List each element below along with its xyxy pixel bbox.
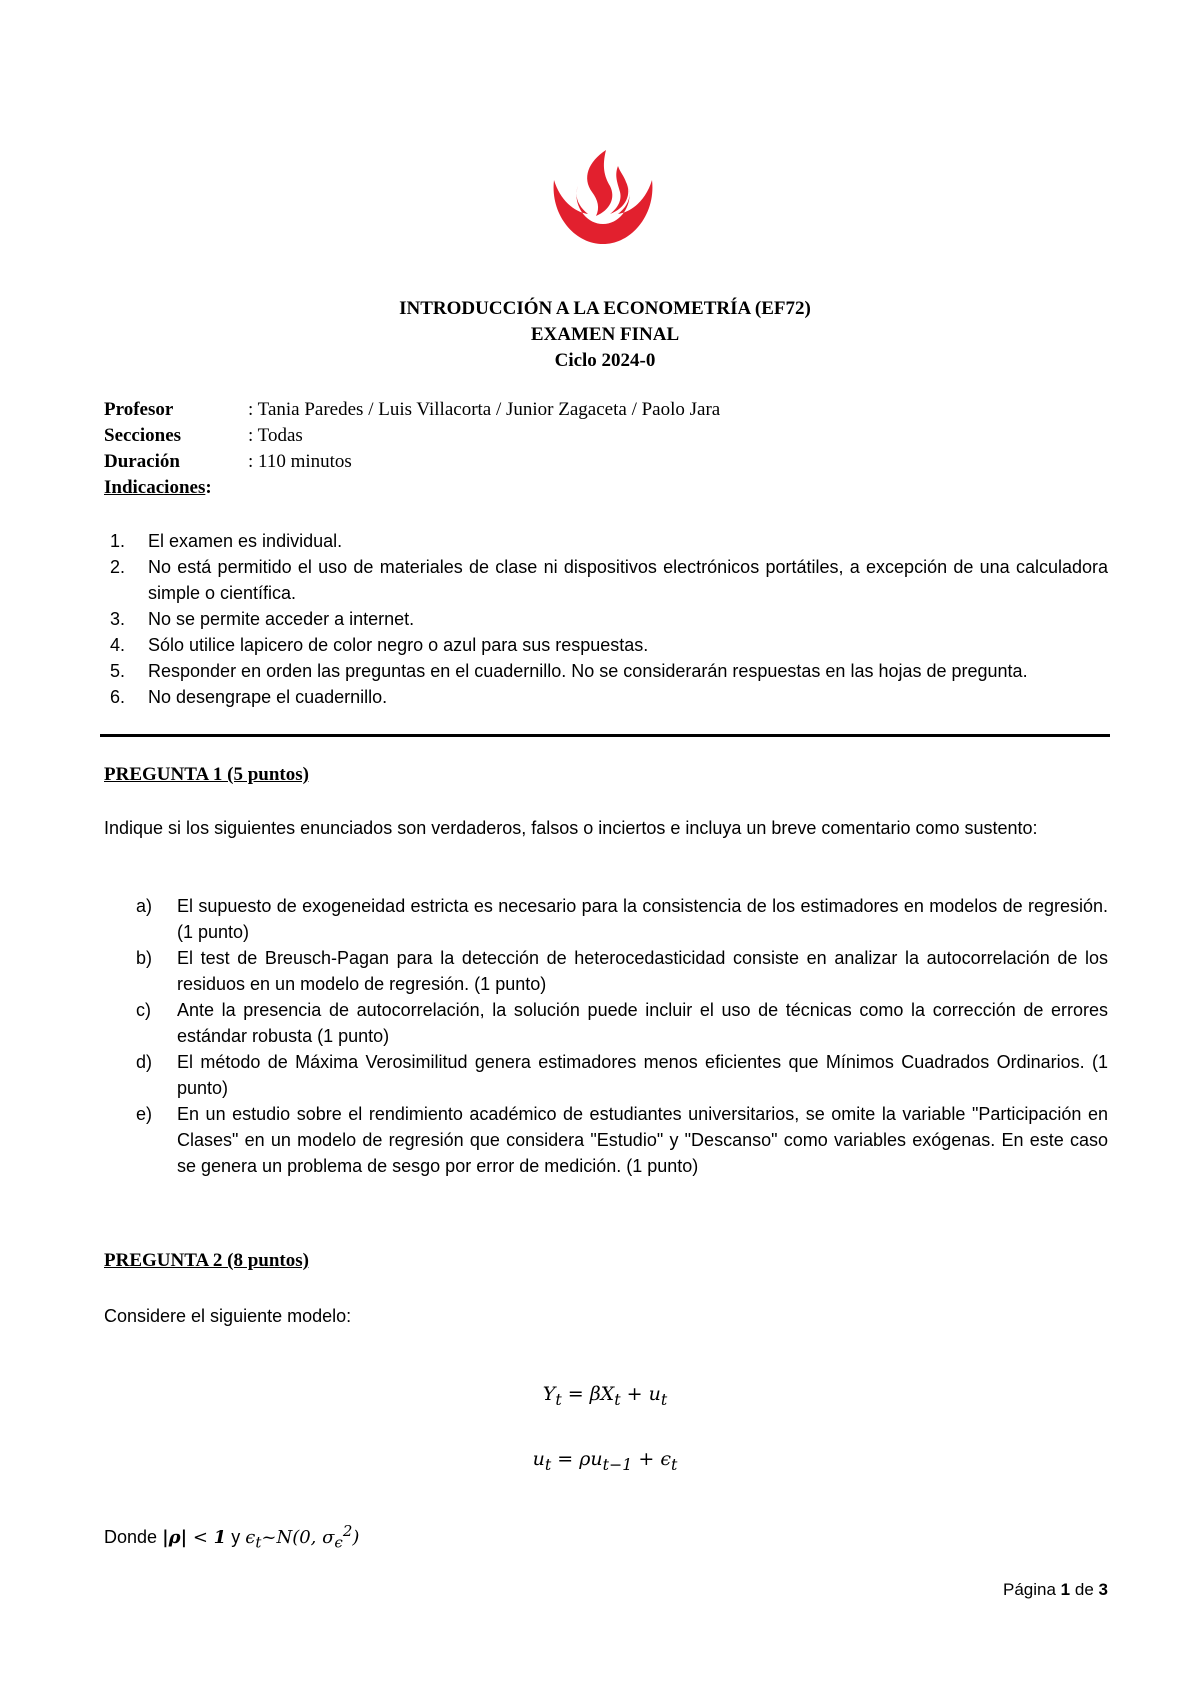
item-text: El test de Breusch-Pagan para la detección de heterocedasticidad consiste en analizar la autocorrelación de los residuos en un modelo de regresión. (1 punto) (177, 948, 1108, 994)
list-item (104, 528, 1108, 554)
item-label: e) (136, 1104, 153, 1124)
indicaciones-colon: : (205, 477, 212, 498)
donde-condition (104, 1522, 359, 1552)
rules-list (104, 528, 1108, 710)
item-label: b) (136, 948, 153, 968)
exam-title-block (0, 296, 1200, 374)
list-item (136, 1049, 1108, 1101)
rule-text: No se permite acceder a internet. (148, 609, 415, 629)
secciones-row (104, 423, 720, 449)
list-item (136, 945, 1108, 997)
section-divider (100, 734, 1110, 737)
list-item (104, 684, 1108, 710)
secciones-value: : Todas (248, 425, 303, 446)
exam-title: EXAMEN FINAL (530, 324, 680, 345)
question-1-intro: Indique si los siguientes enunciados son verdaderos, falsos o inciertos e incluya un breve comentario como sustento: (104, 818, 1038, 838)
profesor-row (104, 397, 720, 423)
total-pages: 3 (1098, 1580, 1108, 1599)
list-item (136, 997, 1108, 1049)
duracion-value: : 110 minutos (248, 451, 352, 472)
rule-text: No desengrape el cuadernillo. (148, 687, 388, 707)
list-item (104, 632, 1108, 658)
university-logo (548, 148, 658, 248)
cycle-title: Ciclo 2024-0 (554, 350, 656, 371)
de-word: de (1074, 1580, 1094, 1599)
item-text: El supuesto de exogeneidad estricta es necesario para la consistencia de los estimadores en modelos de regresión. (1 punto) (177, 896, 1108, 942)
rule-number: 2. (110, 557, 126, 577)
list-item (104, 554, 1108, 606)
equation-error: $u_t = \rho u_{t-1} + \epsilon_t$ (532, 1448, 678, 1474)
list-item (136, 893, 1108, 945)
page-word: Página (1003, 1580, 1056, 1599)
rule-text: No está permitido el uso de materiales de clase ni dispositivos electrónicos portátiles, a excepción de una calculadora simple o científica. (148, 557, 1108, 603)
list-item (104, 658, 1108, 684)
item-label: d) (136, 1052, 153, 1072)
rule-text: Responder en orden las preguntas en el cuadernillo. No se considerarán respuestas en las hojas de pregunta. (148, 661, 1028, 681)
question-2-title: PREGUNTA 2 (8 puntos) (104, 1250, 309, 1271)
item-text: Ante la presencia de autocorrelación, la solución puede incluir el uso de técnicas como la corrección de errores estándar robusta (1 punto) (177, 1000, 1108, 1046)
item-label: c) (136, 1000, 151, 1020)
page-footer (1003, 1580, 1108, 1600)
rule-number: 4. (110, 635, 126, 655)
rule-number: 3. (110, 609, 126, 629)
item-text: En un estudio sobre el rendimiento académico de estudiantes universitarios, se omite la variable "Participación en Clases" en un modelo de regresión que considera "Estudio" y "Descanso" como variables exógenas. En este caso se genera un problema de sesgo por error de medición. (1 punto) (177, 1104, 1108, 1176)
secciones-label: Secciones (104, 425, 182, 446)
indicaciones-heading (104, 475, 720, 501)
rule-text: El examen es individual. (148, 531, 343, 551)
y-word: y (231, 1527, 241, 1547)
question-2-intro: Considere el siguiente modelo: (104, 1306, 352, 1326)
profesor-value: : Tania Paredes / Luis Villacorta / Junior Zagaceta / Paolo Jara (248, 399, 721, 420)
rule-number: 5. (110, 661, 126, 681)
donde-word: Donde (104, 1527, 158, 1547)
duracion-row (104, 449, 720, 475)
rule-number: 6. (110, 687, 126, 707)
duracion-label: Duración (104, 451, 180, 472)
indicaciones-label: Indicaciones (104, 477, 206, 498)
profesor-label: Profesor (104, 399, 174, 420)
question-1-items (136, 893, 1108, 1179)
page-number: 1 (1060, 1580, 1071, 1599)
item-text: El método de Máxima Verosimilitud genera estimadores menos eficientes que Mínimos Cuadrados Ordinarios. (1 punto) (177, 1052, 1108, 1098)
rule-text: Sólo utilice lapicero de color negro o azul para sus respuestas. (148, 635, 649, 655)
exam-meta (104, 397, 720, 501)
course-title: INTRODUCCIÓN A LA ECONOMETRÍA (EF72) (399, 298, 811, 319)
rule-number: 1. (110, 531, 126, 551)
list-item (104, 606, 1108, 632)
item-label: a) (136, 896, 153, 916)
equation-model: $Y_t = \beta X_t + u_t$ (542, 1383, 668, 1409)
question-1-title: PREGUNTA 1 (5 puntos) (104, 764, 309, 785)
epsilon-distribution: $\epsilon_t\sim N(0$, $\sigma_\epsilon^2$) (245, 1522, 360, 1552)
list-item (136, 1101, 1108, 1179)
rho-condition: |ρ| < 1 (162, 1527, 227, 1548)
